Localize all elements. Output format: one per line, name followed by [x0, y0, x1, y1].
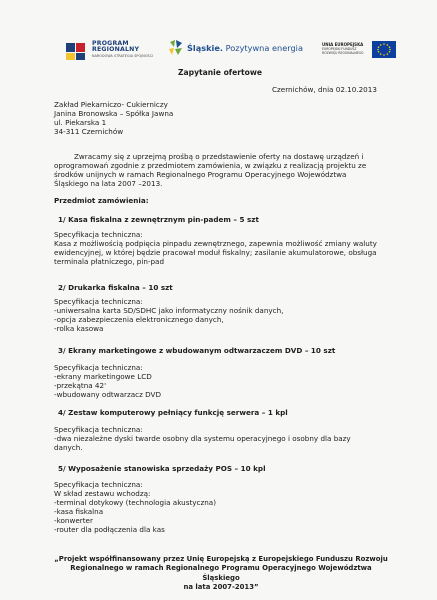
- spec-line: -ekrany marketingowe LCD: [54, 372, 152, 381]
- spec-label: Specyfikacja techniczna:: [54, 230, 143, 239]
- program-regionalny-mark-icon: [66, 41, 88, 61]
- spec-line: W skład zestawu wchodzą:: [54, 489, 151, 498]
- spec-label: Specyfikacja techniczna:: [54, 363, 143, 372]
- program-regionalny-logo: [66, 39, 176, 65]
- item-heading: 5/ Wyposażenie stanowiska sprzedaży POS – 10 kpl: [58, 464, 266, 473]
- eu-line-2: EUROPEJSKI FUNDUSZ: [322, 47, 357, 51]
- item-heading: 3/ Ekrany marketingowe z wbudowanym odtwarzaczem DVD – 10 szt: [58, 346, 336, 355]
- slaskie-rest: Pozytywna energia: [223, 43, 303, 53]
- program-line-1: PROGRAM: [92, 40, 129, 47]
- spec-line: -kasa fiskalna: [54, 507, 104, 516]
- place-date: Czernichów, dnia 02.10.2013: [272, 85, 377, 94]
- program-line-3: NARODOWA STRATEGIA SPÓJNOŚCI: [92, 54, 154, 59]
- spec-line: -wbudowany odtwarzacz DVD: [54, 390, 161, 399]
- recipient-line: 34-311 Czernichów: [54, 127, 124, 136]
- eu-logo: [322, 41, 402, 61]
- footer-line: Regionalnego w ramach Regionalnego Programu Operacyjnego Województwa Śląskiego: [70, 564, 372, 582]
- eu-line-3: ROZWOJU REGIONALNEGO: [322, 51, 364, 56]
- slaskie-slogan: [187, 43, 303, 53]
- spec-line: ewidencyjnej, w której będzie pracował moduł fiskalny; zasilanie akumulatorowe, obsługa: [54, 247, 377, 257]
- item-heading: 1/ Kasa fiskalna z zewnętrznym pin-padem – 5 szt: [58, 215, 259, 224]
- intro-line: Śląskiego na lata 2007 –2013.: [54, 178, 163, 188]
- spec-line: Kasa z możliwością podpięcia pinpadu zewnętrznego, zapewnia możliwość zmiany waluty: [54, 239, 377, 248]
- recipient-line: ul. Piekarska 1: [54, 118, 107, 127]
- slaskie-bold: Śląskie.: [187, 43, 224, 53]
- item-spec: [54, 435, 380, 453]
- item-heading: 4/ Zestaw komputerowy pełniący funkcję serwera – 1 kpl: [58, 408, 288, 417]
- spec-line: -uniwersalna karta SD/SDHC jako informatyczny nośnik danych,: [54, 306, 284, 315]
- recipient-line: Zakład Piekarniczo- Cukierniczy: [54, 100, 168, 109]
- footer-line: na lata 2007-2013”: [183, 583, 259, 592]
- spec-line: -konwerter: [54, 516, 93, 525]
- spec-line: -rolka kasowa: [54, 324, 104, 333]
- slaskie-mark-icon: [168, 39, 184, 56]
- spec-line: terminala płatniczego, pin-pad: [54, 256, 165, 266]
- spec-line: -router dla podłączenia dla kas: [54, 525, 165, 534]
- intro-line: środków unijnych w ramach Regionalnego Programu Operacyjnego Województwa: [54, 169, 347, 179]
- funding-footer: [52, 555, 390, 593]
- footer-line: „Projekt współfinansowany przez Unię Europejską z Europejskiego Funduszu Rozwoju: [54, 555, 388, 563]
- item-spec: [54, 240, 380, 267]
- item-heading: 2/ Drukarka fiskalna – 10 szt: [58, 283, 173, 292]
- eu-flag-icon: [372, 41, 396, 58]
- spec-line: -terminal dotykowy (technologia akustyczna): [54, 498, 217, 507]
- spec-line: -dwa niezależne dyski twarde osobny dla systemu operacyjnego i osobny dla bazy: [54, 434, 351, 443]
- subject-heading: Przedmiot zamówienia:: [54, 196, 149, 205]
- eu-line-1: UNIA EUROPEJSKA: [322, 42, 364, 47]
- slaskie-logo: [168, 39, 338, 59]
- page-title: Zapytanie ofertowe: [178, 68, 263, 77]
- intro-paragraph: [54, 153, 380, 189]
- spec-line: -przekątna 42': [54, 381, 107, 390]
- spec-line: danych.: [54, 442, 83, 452]
- spec-label: Specyfikacja techniczna:: [54, 297, 143, 306]
- spec-label: Specyfikacja techniczna:: [54, 425, 143, 434]
- recipient-line: Janina Bronowska – Spółka Jawna: [54, 109, 174, 118]
- program-line-2: REGIONALNY: [92, 46, 140, 54]
- intro-line: Zwracamy się z uprzejmą prośbą o przedstawienie oferty na dostawę urządzeń i: [74, 152, 364, 161]
- intro-line: oprogramowań zgodnie z przedmiotem zamówienia, w związku z realizacją projektu ze: [54, 160, 367, 170]
- spec-line: -opcja zabezpieczenia elektronicznego danych,: [54, 315, 224, 324]
- spec-label: Specyfikacja techniczna:: [54, 480, 143, 489]
